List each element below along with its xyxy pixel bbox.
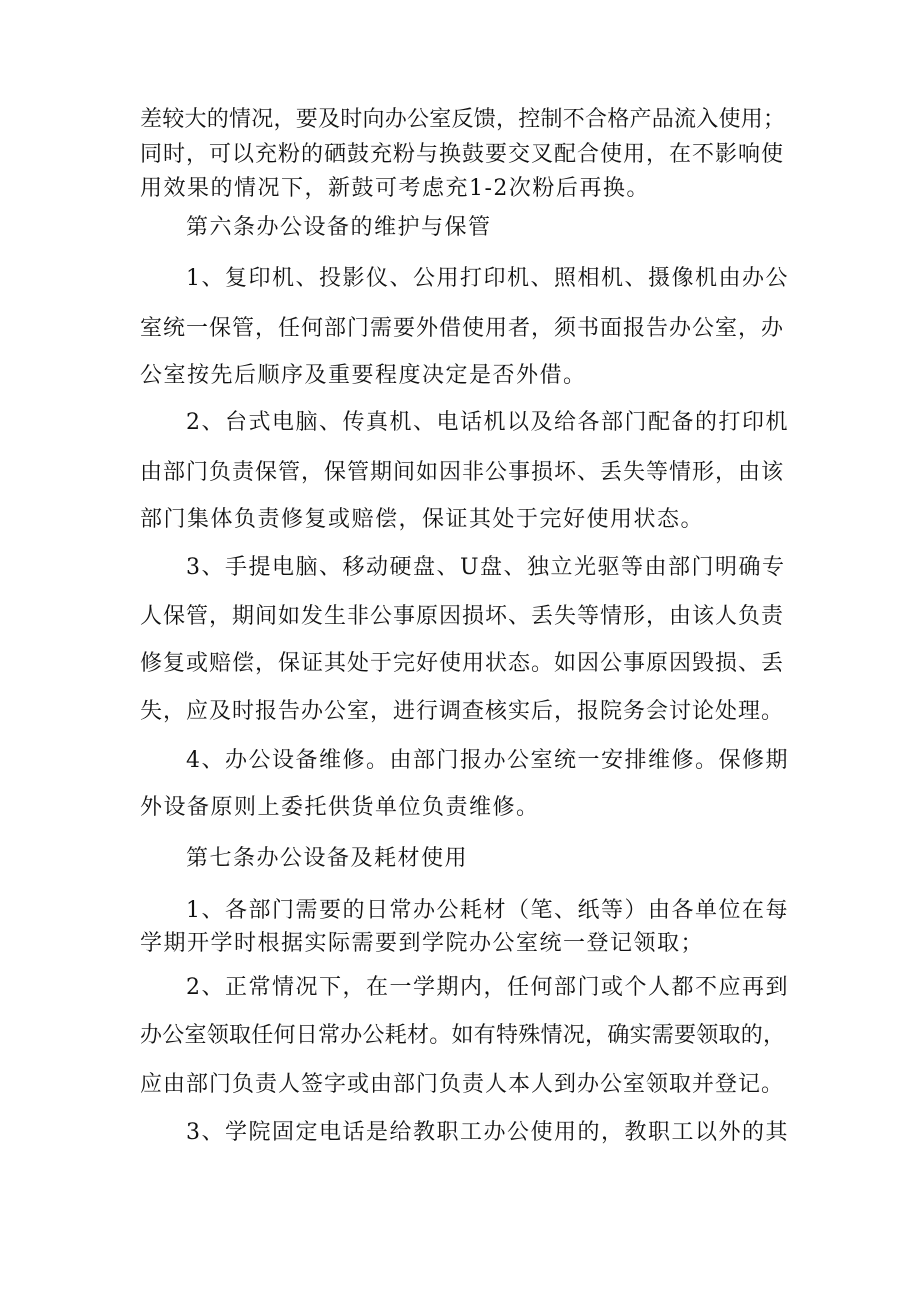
text-line: 室统一保管，任何部门需要外借使用者，须书面报告办公室，办 (140, 316, 785, 341)
text-line: 外设备原则上委托供货单位负责维修。 (140, 795, 540, 820)
text-line: 3、手提电脑、移动硬盘、U盘、独立光驱等由部门明确专 (186, 555, 786, 580)
text-line: 应由部门负责人签字或由部门负责人本人到办公室领取并登记。 (140, 1072, 785, 1097)
text-line: 4、办公设备维修。由部门报办公室统一安排维修。保修期 (186, 748, 789, 773)
text-line: 差较大的情况，要及时向办公室反馈，控制不合格产品流入使用； (140, 107, 786, 132)
text-line: 修复或赔偿，保证其处于完好使用状态。如因公事原因毁损、丢 (140, 651, 785, 676)
text-line: 失，应及时报告办公室，进行调查核实后，报院务会讨论处理。 (140, 699, 785, 724)
text-line: 1、各部门需要的日常办公耗材（笔、纸等）由各单位在每 (186, 898, 789, 923)
text-line: 3、学院固定电话是给教职工办公使用的，教职工以外的其 (186, 1120, 789, 1145)
section-heading: 第六条办公设备的维护与保管 (186, 215, 492, 240)
text-line: 部门集体负责修复或赔偿，保证其处于完好使用状态。 (140, 507, 705, 532)
text-line: 学期开学时根据实际需要到学院办公室统一登记领取； (140, 931, 705, 956)
text-line: 办公室领取任何日常办公耗材。如有特殊情况，确实需要领取的， (140, 1023, 786, 1048)
section-heading: 第七条办公设备及耗材使用 (186, 846, 469, 871)
text-line: 用效果的情况下，新鼓可考虑充1-2次粉后再换。 (140, 176, 650, 201)
text-line: 2、正常情况下，在一学期内，任何部门或个人都不应再到 (186, 975, 789, 1000)
text-line: 由部门负责保管，保管期间如因非公事损坏、丢失等情形，由该 (140, 460, 785, 485)
text-line: 1、复印机、投影仪、公用打印机、照相机、摄像机由办公 (186, 266, 789, 291)
text-line: 同时，可以充粉的硒鼓充粉与换鼓要交叉配合使用，在不影响使 (140, 142, 785, 167)
text-line: 2、台式电脑、传真机、电话机以及给各部门配备的打印机 (186, 410, 789, 435)
text-line: 公室按先后顺序及重要程度决定是否外借。 (140, 363, 587, 388)
text-line: 人保管，期间如发生非公事原因损坏、丢失等情形，由该人负责 (140, 604, 785, 629)
